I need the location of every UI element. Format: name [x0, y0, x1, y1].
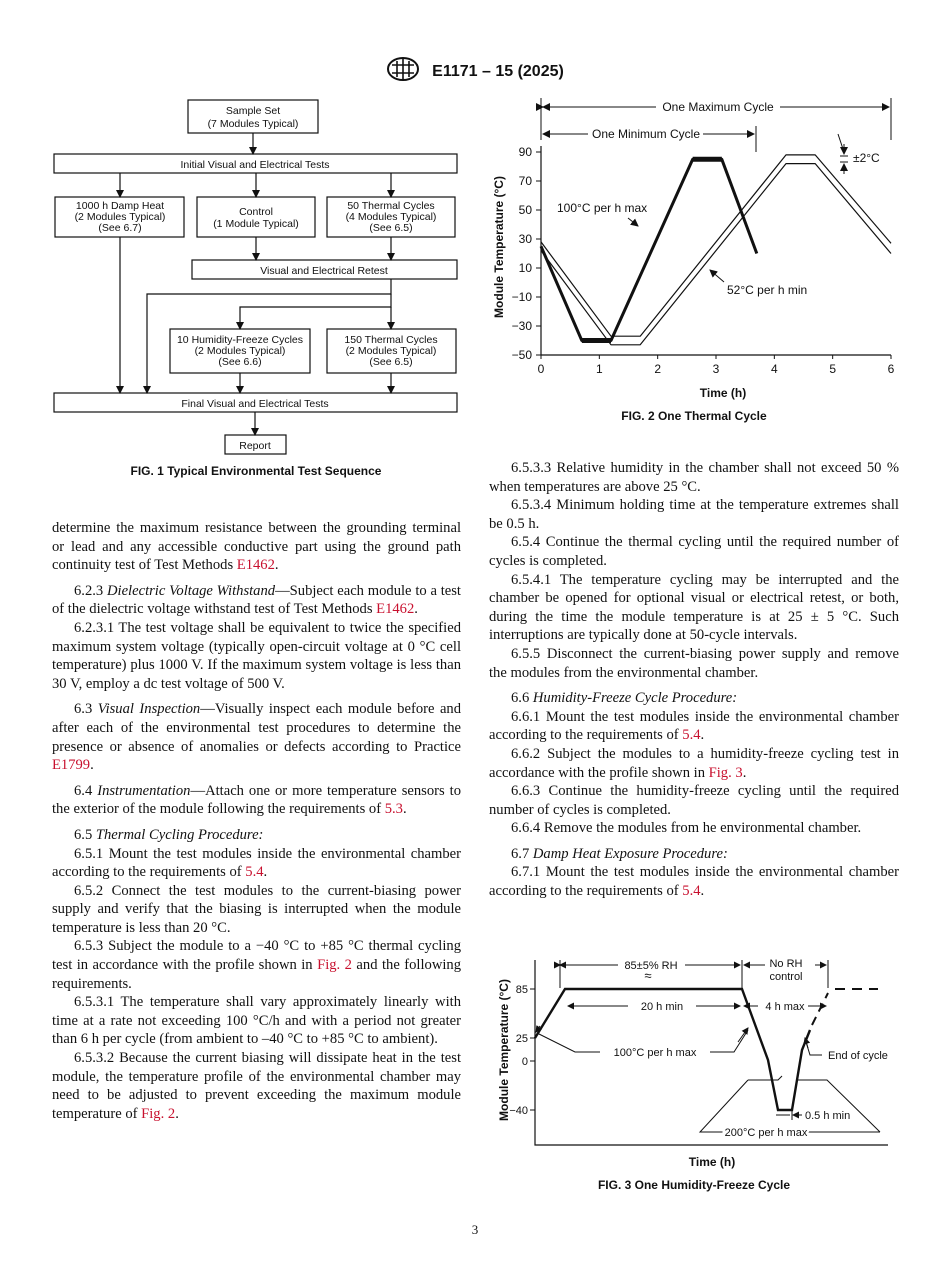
- text: 6.5.3 Subject the module to a −40 °C to +85 °C thermal cycling test in accordance with the profile shown in: [52, 938, 461, 974]
- fig1-tc150-2: (2 Modules Typical): [345, 345, 437, 357]
- fig2-ytick-label: 50: [518, 203, 532, 217]
- fig1-tc150-1: 150 Thermal Cycles: [344, 334, 438, 346]
- fig1-report: Report: [239, 440, 271, 452]
- link-e1799[interactable]: E1799: [52, 757, 91, 774]
- fig1-tc50-1: 50 Thermal Cycles: [347, 200, 435, 212]
- fig3-05h: 0.5 h min: [805, 1110, 851, 1122]
- link-5-4[interactable]: 5.4: [682, 883, 701, 900]
- text: .: [700, 883, 705, 900]
- fig3-ylabel: Module Temperature (°C): [497, 979, 511, 1121]
- section-title: Humidity-Freeze Cycle Procedure:: [532, 690, 738, 707]
- standard-id: E1171 – 15 (2025): [432, 62, 564, 80]
- fig1-damp-1: 1000 h Damp Heat: [75, 200, 165, 212]
- fig2-xlabel: Time (h): [699, 386, 747, 400]
- paragraph: [489, 845, 899, 864]
- fig3-chart: [490, 950, 900, 1175]
- fig3-break-icon: ≈: [644, 968, 652, 983]
- fig2-chart: [488, 92, 908, 412]
- paragraph: [52, 782, 461, 819]
- paragraph: [489, 745, 899, 782]
- text: —Visually inspect each module before and after each of the environmental test procedures to determine the presence or absence of anomalies or defects according to Practice: [52, 701, 462, 755]
- fig2-xtick-label: 6: [887, 362, 895, 376]
- fig1-sample-2: (7 Modules Typical): [207, 118, 299, 130]
- fig1-tc150-3: (See 6.5): [369, 356, 413, 368]
- fig3-4h: 4 h max: [765, 1001, 805, 1013]
- section-title: Damp Heat Exposure Procedure:: [532, 845, 728, 862]
- link-e1462[interactable]: E1462: [376, 601, 415, 618]
- text: 6.5.3.2 Because the current biasing will dissipate heat in the test module, the temperature profile of the environmental chamber may need to be adjusted to prevent exceeding the maximum module temperature of: [52, 1050, 461, 1122]
- fig1-damp-3: (See 6.7): [98, 222, 142, 234]
- fig2-ytick-label: −50: [511, 348, 532, 362]
- text: 6.2.3: [74, 582, 107, 599]
- text: 6.5.1 Mount the test modules inside the environmental chamber according to the requirements of: [52, 845, 461, 881]
- fig2-ytick-label: 30: [518, 232, 532, 246]
- fig1-caption: FIG. 1 Typical Environmental Test Sequence: [130, 464, 382, 478]
- link-fig3[interactable]: Fig. 3: [708, 764, 743, 781]
- fig2-max-cycle: One Maximum Cycle: [662, 100, 774, 114]
- text: .: [90, 757, 94, 774]
- text: .: [700, 727, 705, 744]
- fig1-hf-2: (2 Modules Typical): [194, 345, 286, 357]
- fig2-ytick-label: −30: [511, 319, 532, 333]
- text: determine the maximum resistance between the grounding terminal or lead and any accessible conductive part using the ground path continuity test of Test Methods: [52, 520, 461, 574]
- fig1-tc50-3: (See 6.5): [369, 222, 413, 234]
- paragraph: [52, 700, 461, 774]
- paragraph: 6.5.4.1 The temperature cycling may be interrupted and the chamber be opened for optional visual or electrical retest, or both, during the time the module temperature is at 25 ± 5 °C. Such interruptions are typically done at 50-cycle intervals.: [489, 571, 899, 644]
- paragraph: [52, 937, 461, 993]
- paragraph: 6.5.5 Disconnect the current-biasing power supply and remove the modules from the environmental chamber.: [489, 645, 899, 681]
- text: 6.5: [74, 826, 96, 843]
- fig3-caption: FIG. 3 One Humidity-Freeze Cycle: [597, 1178, 791, 1192]
- text: —Subject each module to a test of the dielectric voltage withstand test of Test Methods: [52, 582, 461, 618]
- fig2-ytick-label: −10: [511, 290, 532, 304]
- fig2-xtick-label: 3: [712, 362, 720, 376]
- fig2-slow-rate: 52°C per h min: [727, 283, 808, 297]
- paragraph: 6.2.3.1 The test voltage shall be equivalent to twice the specified maximum system voltage (typically open-circuit voltage at 0 °C cell temperature) plus 1000 V. If the maximum system voltage is less than 30 V, employ a dc test voltage of 500 V.: [52, 619, 461, 692]
- fig3-ytick-25: 25: [515, 1033, 528, 1045]
- fig2-ylabel: Module Temperature (°C): [492, 176, 506, 318]
- text: 6.7.1 Mount the test modules inside the environmental chamber according to the requirements of: [489, 864, 899, 900]
- right-column: [489, 459, 899, 901]
- fig3-ytick-85: 85: [515, 984, 528, 996]
- link-5-3[interactable]: 5.3: [384, 801, 403, 818]
- fig2-ytick-label: 10: [518, 261, 532, 275]
- section-title: Thermal Cycling Procedure:: [95, 826, 264, 843]
- fig2-tolerance: ±2°C: [853, 151, 880, 165]
- paragraph: 6.5.2 Connect the test modules to the current-biasing power supply and verify that the biasing is interrupted when the module temperature is less than 20 °C.: [52, 882, 461, 936]
- text: .: [274, 557, 279, 574]
- link-e1462[interactable]: E1462: [236, 557, 275, 574]
- paragraph: [489, 863, 899, 900]
- fig3-rh: 85±5% RH: [624, 960, 678, 972]
- fig1-sample-1: Sample Set: [225, 105, 281, 117]
- text: —Attach one or more temperature sensors to the exterior of the module following the requirements of: [52, 782, 461, 818]
- fig1-control-1: Control: [239, 206, 273, 218]
- text: and the following requirements.: [52, 957, 462, 992]
- astm-logo: [386, 56, 420, 87]
- paragraph: 6.6.3 Continue the humidity-freeze cycling until the required number of cycles is completed.: [489, 783, 899, 818]
- fig2-fast-rate: 100°C per h max: [557, 201, 648, 215]
- paragraph: [52, 582, 461, 619]
- fig3-rate100: 100°C per h max: [613, 1047, 697, 1059]
- paragraph: [52, 845, 461, 882]
- fig2-series-line: [541, 164, 891, 345]
- fig3-no-rh-1: No RH: [769, 958, 803, 970]
- paragraph: 6.5.3.1 The temperature shall vary approximately linearly with time at a rate not exceeding 100 °C/h and with a period not greater than 6 h per cycle (from ambient to –40 °C to +85 °C to ambient).: [52, 994, 461, 1048]
- fig2-ytick-label: 70: [518, 174, 532, 188]
- paragraph: [489, 708, 899, 745]
- paragraph: 6.5.4 Continue the thermal cycling until the required number of cycles is completed.: [489, 534, 899, 569]
- section-title: Visual Inspection: [97, 701, 201, 718]
- fig1-flowchart: [50, 95, 462, 460]
- left-column: [52, 519, 461, 1123]
- text: 6.4: [74, 782, 98, 799]
- fig2-min-cycle: One Minimum Cycle: [591, 127, 701, 141]
- fig2-xtick-label: 0: [537, 362, 545, 376]
- paragraph: 6.5.3.4 Minimum holding time at the temperature extremes shall be 0.5 h.: [489, 497, 899, 532]
- section-title: Dielectric Voltage Withstand: [106, 582, 276, 599]
- paragraph: [52, 1049, 461, 1123]
- link-fig2[interactable]: Fig. 2: [141, 1105, 176, 1122]
- text: .: [414, 601, 418, 618]
- paragraph: [52, 826, 461, 845]
- paragraph: 6.6.4 Remove the modules from he environmental chamber.: [511, 820, 862, 837]
- link-5-4[interactable]: 5.4: [682, 727, 701, 744]
- fig2-series-line: [541, 159, 757, 340]
- fig3-20h: 20 h min: [640, 1001, 684, 1013]
- paragraph: 6.5.3.3 Relative humidity in the chamber shall not exceed 50 % when temperatures are above 25 °C.: [489, 460, 899, 495]
- fig3-no-rh-2: control: [769, 971, 803, 983]
- link-5-4[interactable]: 5.4: [245, 864, 264, 881]
- fig1-tc50-2: (4 Modules Typical): [345, 211, 437, 223]
- fig2-xtick-label: 2: [654, 362, 662, 376]
- fig2-series-line: [541, 155, 891, 336]
- paragraph: [52, 519, 461, 575]
- paragraph: [489, 689, 899, 708]
- page-number: 3: [471, 1222, 479, 1237]
- text: 6.6.2 Subject the modules to a humidity-freeze cycling test in accordance with the profile shown in: [489, 745, 899, 781]
- text: 6.3: [74, 701, 98, 718]
- fig1-hf-3: (See 6.6): [218, 356, 262, 368]
- text: 6.6.1 Mount the test modules inside the environmental chamber according to the requirements of: [489, 708, 899, 744]
- link-fig2[interactable]: Fig. 2: [317, 957, 352, 974]
- fig1-final: Final Visual and Electrical Tests: [181, 398, 329, 410]
- text: .: [742, 764, 747, 781]
- fig3-xlabel: Time (h): [688, 1155, 736, 1169]
- text: 6.6: [511, 690, 533, 707]
- fig1-damp-2: (2 Modules Typical): [74, 211, 166, 223]
- fig2-xtick-label: 4: [770, 362, 778, 376]
- fig1-retest: Visual and Electrical Retest: [260, 265, 388, 277]
- fig2-xtick-label: 5: [829, 362, 837, 376]
- fig3-ytick-0: 0: [521, 1056, 528, 1068]
- fig3-ytick-m40: −40: [509, 1105, 528, 1117]
- fig3-end-of-cycle: End of cycle: [828, 1050, 888, 1062]
- text: .: [402, 801, 407, 818]
- fig1-initial: Initial Visual and Electrical Tests: [180, 159, 330, 171]
- section-title: Instrumentation: [97, 782, 191, 799]
- fig2-xtick-label: 1: [595, 362, 603, 376]
- page-header: [0, 56, 950, 87]
- fig3-rate200: 200°C per h max: [724, 1127, 808, 1139]
- fig2-ytick-label: 90: [518, 145, 532, 159]
- text: 6.7: [511, 845, 533, 862]
- fig1-hf-1: 10 Humidity-Freeze Cycles: [176, 334, 304, 346]
- text: .: [175, 1105, 179, 1122]
- text: .: [263, 864, 268, 881]
- fig2-caption: FIG. 2 One Thermal Cycle: [621, 409, 767, 423]
- fig1-control-2: (1 Module Typical): [213, 218, 299, 230]
